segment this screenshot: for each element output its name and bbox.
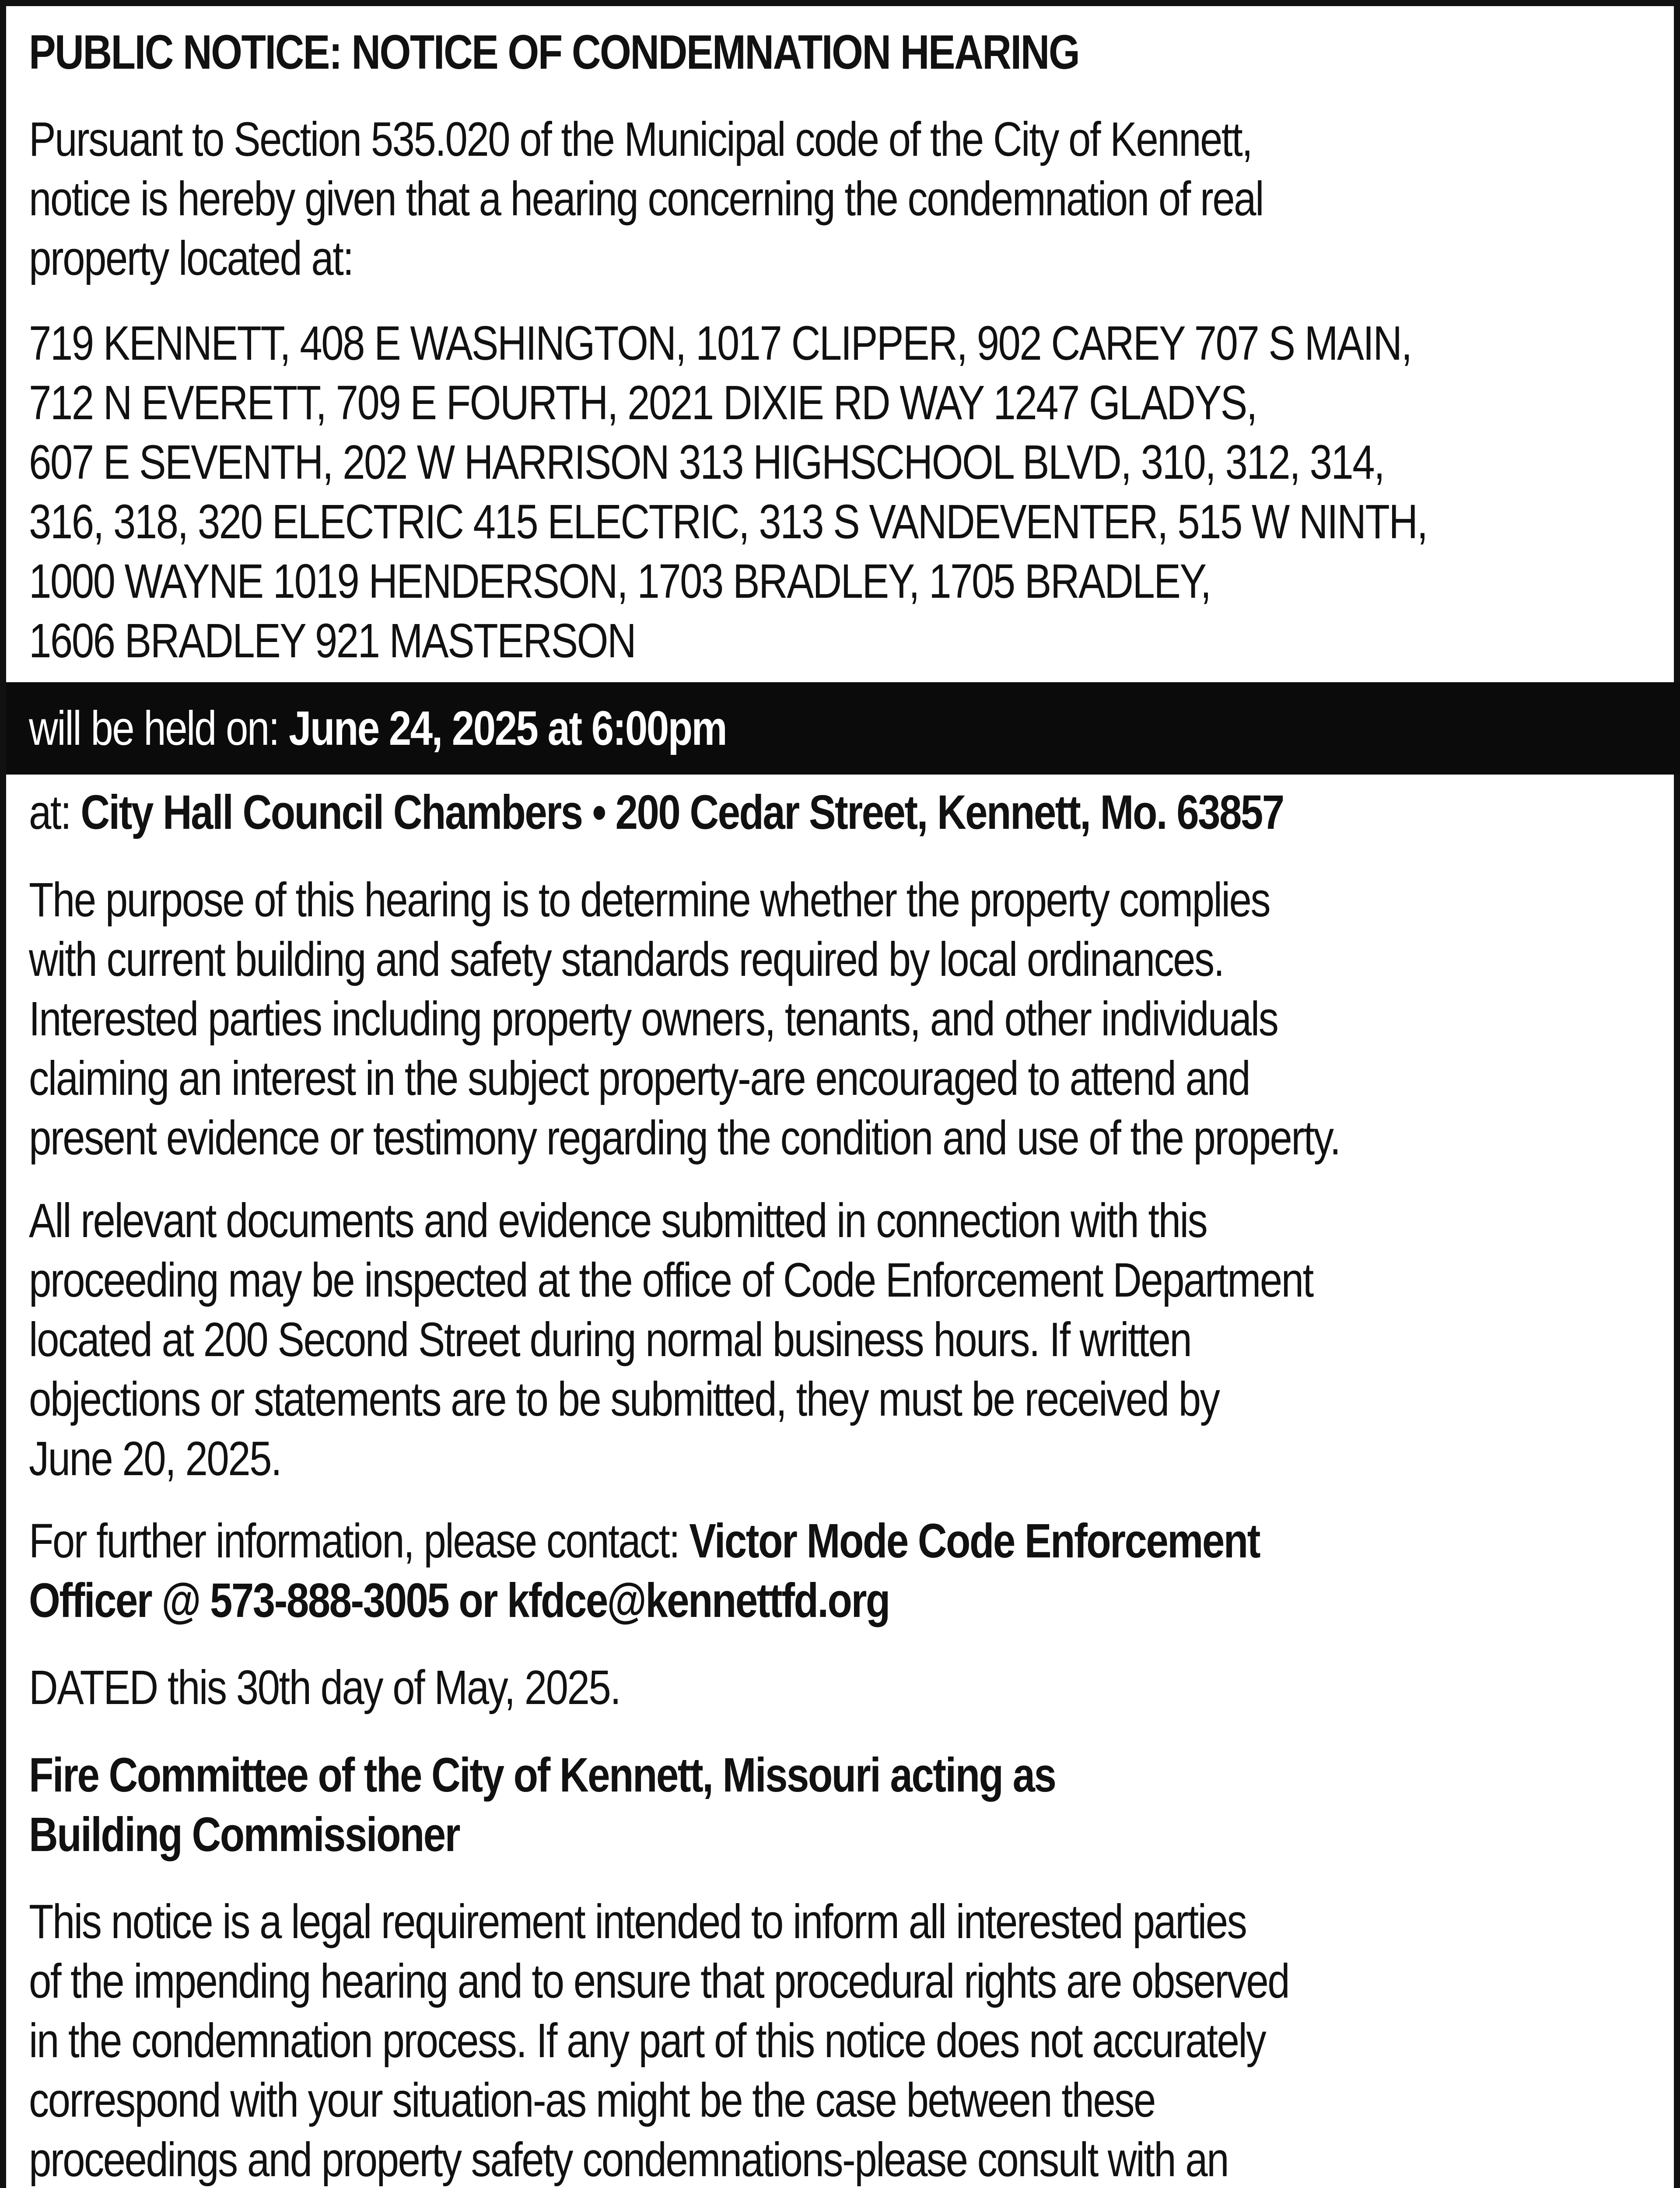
documents-line: All relevant documents and evidence submitted in connection with this: [29, 1194, 1207, 1248]
hearing-date: June 24, 2025 at 6:00pm: [289, 701, 727, 755]
disclaimer-line: This notice is a legal requirement intended to inform all interested parties: [29, 1895, 1246, 1949]
documents-line: objections or statements are to be submitted, they must be received by: [29, 1372, 1219, 1426]
location-value: City Hall Council Chambers • 200 Cedar Street, Kennett, Mo. 63857: [80, 785, 1284, 839]
disclaimer-line: in the condemnation process. If any part of this notice does not accurately: [29, 2014, 1266, 2068]
purpose-paragraph: [29, 870, 1669, 1168]
intro-paragraph: [29, 110, 1669, 288]
documents-line: June 20, 2025.: [29, 1432, 281, 1486]
contact-paragraph: [29, 1511, 1669, 1630]
notice-title: PUBLIC NOTICE: NOTICE OF CONDEMNATION HEARING: [29, 25, 1079, 79]
disclaimer-paragraph: [29, 1892, 1669, 2188]
contact-details: Officer @ 573-888-3005 or kfdce@kennettfd.org: [29, 1574, 889, 1627]
address-line: 607 E SEVENTH, 202 W HARRISON 313 HIGHSCHOOL BLVD, 310, 312, 314,: [29, 435, 1384, 489]
purpose-line: The purpose of this hearing is to determine whether the property complies: [29, 873, 1270, 927]
documents-line: proceeding may be inspected at the office of Code Enforcement Department: [29, 1253, 1313, 1307]
documents-line: located at 200 Second Street during normal business hours. If written: [29, 1313, 1191, 1367]
purpose-line: present evidence or testimony regarding the condition and use of the property.: [29, 1111, 1340, 1165]
hearing-date-banner: [6, 682, 1680, 775]
disclaimer-line: of the impending hearing and to ensure that procedural rights are observed: [29, 1954, 1289, 2008]
purpose-line: with current building and safety standards required by local ordinances.: [29, 933, 1224, 986]
address-line: 316, 318, 320 ELECTRIC 415 ELECTRIC, 313 S VANDEVENTER, 515 W NINTH,: [29, 495, 1427, 549]
purpose-line: claiming an interest in the subject property-are encouraged to attend and: [29, 1052, 1250, 1105]
hearing-location: [29, 783, 1669, 842]
address-line: 1606 BRADLEY 921 MASTERSON: [29, 614, 636, 668]
signature-line: Fire Committee of the City of Kennett, Missouri acting as: [29, 1748, 1056, 1802]
disclaimer-line: correspond with your situation-as might be the case between these: [29, 2073, 1155, 2127]
intro-line: property located at:: [29, 231, 353, 285]
address-line: 1000 WAYNE 1019 HENDERSON, 1703 BRADLEY, 1705 BRADLEY,: [29, 554, 1211, 608]
contact-name: Victor Mode Code Enforcement: [689, 1514, 1260, 1568]
intro-line: Pursuant to Section 535.020 of the Municipal code of the City of Kennett,: [29, 112, 1252, 166]
address-line: 719 KENNETT, 408 E WASHINGTON, 1017 CLIPPER, 902 CAREY 707 S MAIN,: [29, 316, 1411, 370]
signature-line: Building Commissioner: [29, 1808, 460, 1862]
intro-line: notice is hereby given that a hearing concerning the condemnation of real: [29, 172, 1263, 226]
dated-line: DATED this 30th day of May, 2025.: [29, 1661, 620, 1715]
documents-paragraph: [29, 1191, 1669, 1489]
held-on-label: will be held on:: [29, 701, 289, 755]
address-list: [29, 314, 1669, 671]
address-line: 712 N EVERETT, 709 E FOURTH, 2021 DIXIE RD WAY 1247 GLADYS,: [29, 376, 1256, 430]
disclaimer-line: proceedings and property safety condemnations-please consult with an: [29, 2133, 1228, 2187]
location-label: at:: [29, 785, 81, 839]
purpose-line: Interested parties including property owners, tenants, and other individuals: [29, 992, 1278, 1046]
contact-label: For further information, please contact:: [29, 1514, 690, 1568]
signature-block: [29, 1746, 1669, 1865]
